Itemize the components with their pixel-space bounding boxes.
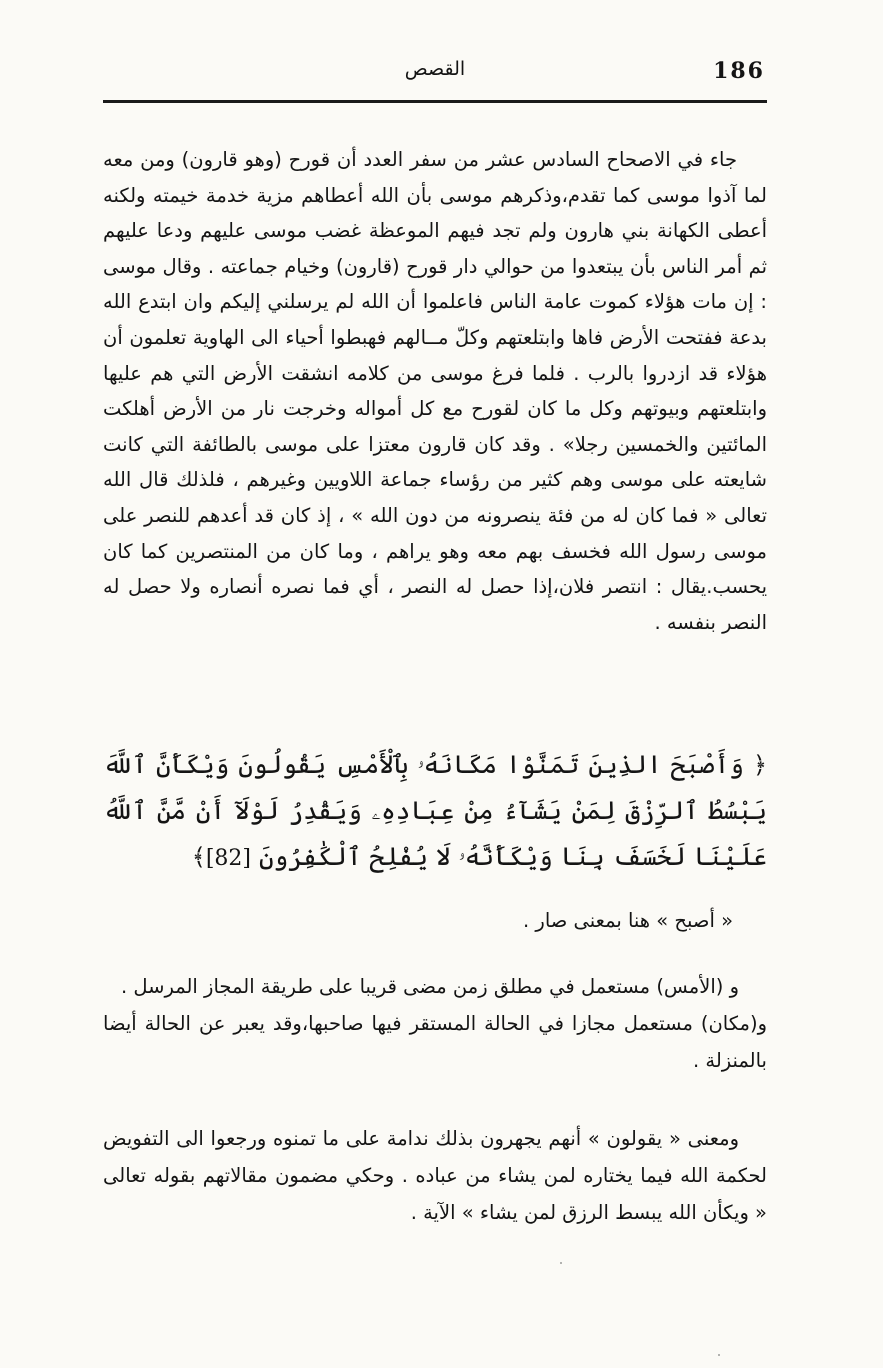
verse-open-bracket: ﴿: [752, 751, 768, 779]
intro-paragraph-block: [103, 142, 767, 640]
ams-note-line-1: و (الأمس) مستعمل في مطلق زمن مضى قريبا على طريقة المجاز المرسل .: [120, 975, 739, 998]
page-number: 186: [713, 58, 765, 84]
asbaha-note: « أصبح » هنا بمعنى صار .: [523, 909, 733, 932]
verse-close-bracket: ﴾: [191, 843, 206, 871]
verse-number: [82]: [205, 846, 251, 871]
verse-text: وَأَصْبَحَ الذِينَ تَمَنَّوْا مَكَانَهُۥ بِٱلْأَمْسِ يَقُولُونَ وَيْكَأَنَّ ٱللَّهَ يَبْسُطُ ٱلرِّزْقَ لِمَنْ يَشَآءُ مِنْ عِبَادِهِۦ وَيَقْدِرُ لَوْلَآ أَنْ مَّنَّ ٱللَّهُ عَلَيْنَا لَخَسَفَ بِنَا وَيْكَأَنَّهُۥ لَا يُفْلِحُ ٱلْكَٰفِرُونَ: [103, 750, 767, 871]
page-header: [105, 58, 765, 98]
paper-speck: [718, 1354, 720, 1356]
quran-verse: [103, 742, 767, 882]
maana-note-block: [103, 1120, 767, 1231]
intro-paragraph: جاء في الاصحاح السادس عشر من سفر العدد أن قورح (وهو قارون) ومن معه لما آذوا موسى كما تقدم،وذكرهم موسى بأن الله أعطاهم مزية خدمة خيمته ولكنه أعطى الكهانة بني هارون ولم تجد فيهم الموعظة غضب موسى عليهم ودعا عليهم ثم أمر الناس بأن يبتعدوا من حوالي دار قورح (قارون) وخيام جماعته . وقال موسى : إن مات هؤلاء كموت عامة الناس فاعلموا أن الله لم يرسلني إليكم وان ابتدع الله بدعة ففتحت الأرض فاها وابتلعتهم وكلّ مــالهم فهبطوا أحياء الى الهاوية تعلمون أن هؤلاء قد ازدروا بالرب . فلما فرغ موسى من كلامه انشقت الأرض التي هم عليها وابتلعتهم وبيوتهم وكل ما كان لقورح مع كل أمواله وخرجت نار من الأرض أهلكت المائتين والخمسين رجلا» . وقد كان قارون معتزا على موسى بالطائفة التي كانت شايعته على موسى وهم كثير من رؤساء جماعة اللاويين وغيرهم ، فلذلك قال الله تعالى « فما كان له من فئة ينصرونه من دون الله » ، إذ كان قد أعدهم للنصر على موسى رسول الله فخسف بهم معه وهو يراهم ، وما كان من المنتصرين كما كان يحسب.يقال : انتصر فلان،إذا حصل له النصر ، أي فما نصره أنصاره ولا حصل له النصر بنفسه .: [103, 148, 767, 634]
asbaha-note-block: [103, 902, 767, 939]
running-title: القصص: [404, 58, 466, 80]
ams-note-line-2: و(مكان) مستعمل مجازا في الحالة المستقر فيها صاحبها،وقد يعبر عن الحالة أيضا بالمنزلة .: [103, 1012, 767, 1072]
header-rule: [103, 100, 767, 103]
ams-note-block: [103, 968, 767, 1079]
paper-speck: [560, 1262, 562, 1264]
maana-note: ومعنى « يقولون » أنهم يجهرون بذلك ندامة على ما تمنوه ورجعوا الى التفويض لحكمة الله فيما يختاره لمن يشاء من عباده . وحكي مضمون مقالاتهم بقوله تعالى « ويكأن الله يبسط الرزق لمن يشاء » الآية .: [103, 1127, 767, 1224]
